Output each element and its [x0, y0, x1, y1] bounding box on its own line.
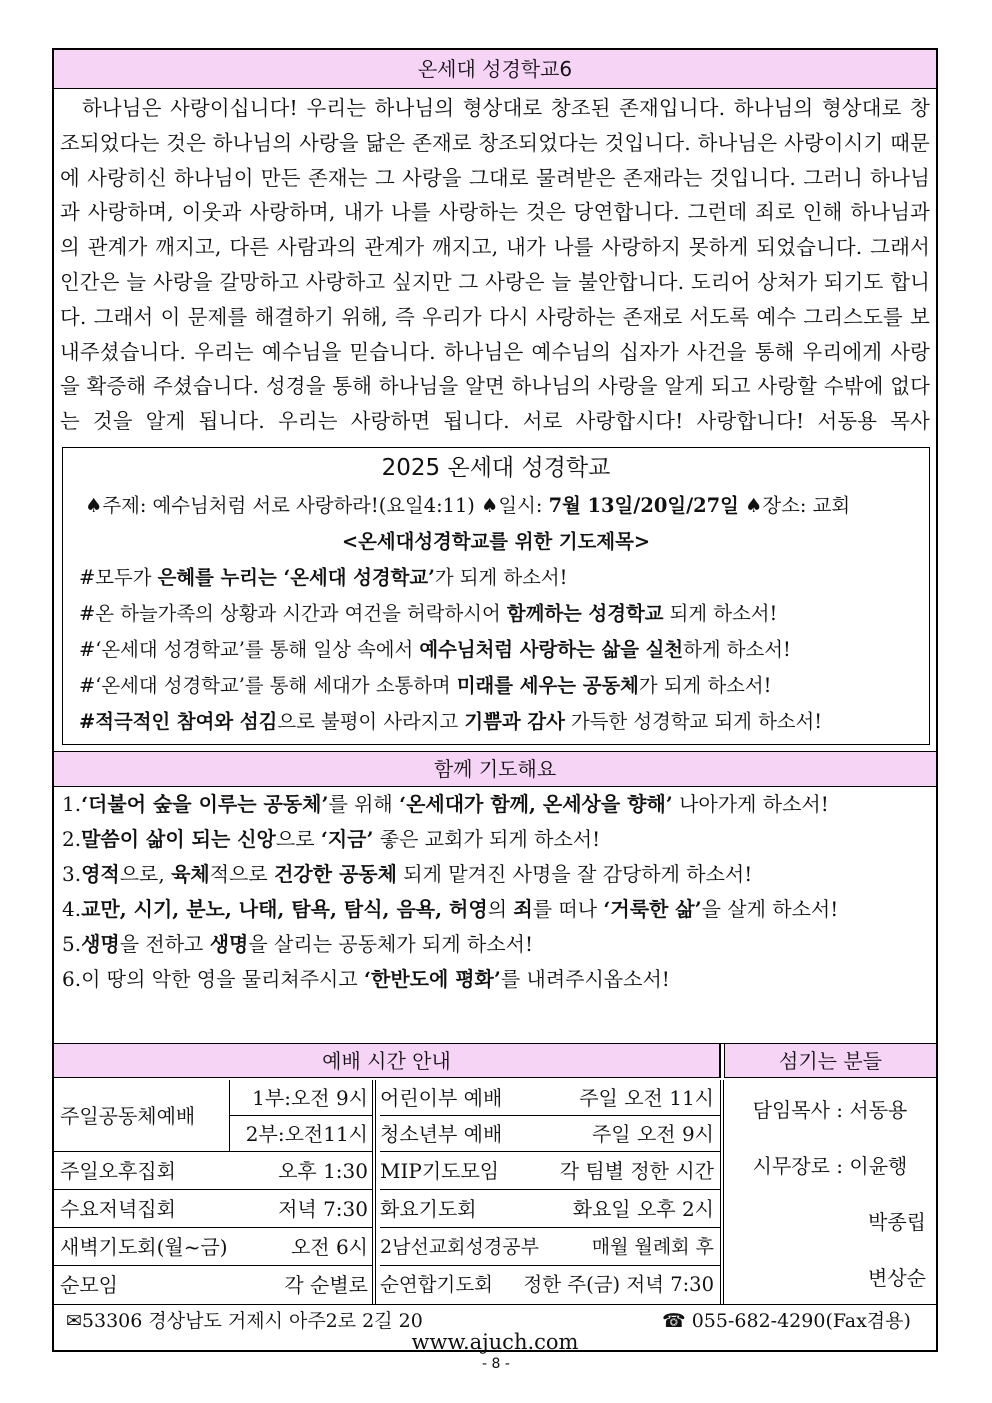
service-name: 청소년부 예배: [380, 1116, 560, 1152]
service-time: 저녁 7:30: [254, 1190, 372, 1228]
service-name: 순모임: [60, 1273, 118, 1297]
essay-text: 하나님은 사랑이십니다! 우리는 하나님의 형상대로 창조된 존재입니다. 하나님의 형상대로 창조되었다는 것은 하나님의 사랑을 닮은 존재로 창조되었다는 것입니다. 하나님은 사랑이시기 때문에 사랑히신 하나님이 만든 존재는 그 사랑을 그대로 물려받은 존재라는 것입니다. 그러니 하나님과 사랑하며, 이웃과 사랑하며, 내가 나를 사랑하는 것은 당연합니다. 그런데 죄로 인해 하나님과의 관계가 깨지고, 다른 사람과의 관계가 깨지고, 내가 나를 사랑하지 못하게 되었습니다. 그래서 인간은 늘 사랑을 갈망하고 사랑하고 싶지만 그 사랑은 늘 불안합니다. 도리어 상처가 되기도 합니다. 그래서 이 문제를 해결하기 위해, 즉 우리가 다시 사랑하는 존재로 서도록 예수 그리스도를 보내주셨습니다. 우리는 예수님을 믿습니다. 하나님은 예수님의 십자가 사건을 통해 우리에게 사랑을 확증해 주셨습니다. 성경을 통해 하나님을 알면 하나님의 사랑을 알게 되고 사랑할 수밖에 없다는 것을 알게 됩니다. 우리는 사랑하면 됩니다. 서로 사랑합시다! 사랑합니다! 서동용 목사: [60, 96, 930, 434]
pray-item: 1.‘더불어 숲을 이루는 공동체’를 위해 ‘온세대가 함께, 온세상을 향해’ 나아가게 하소서!: [62, 791, 829, 816]
service-time: 2부:오전11시: [229, 1116, 372, 1152]
service-name: 수요저녁집회: [54, 1190, 254, 1228]
service-name: 어린이부 예배: [380, 1080, 560, 1116]
vbs-date: 7월 13일/20일/27일: [548, 493, 739, 517]
staff-elder: 박종립: [868, 1210, 926, 1234]
vbs-prayer-item: #‘온세대 성경학교’를 통해 일상 속에서 예수님처럼 사랑하는 삶을 실천하게 하소서!: [79, 637, 791, 661]
service-name: 순연합기도회: [380, 1273, 494, 1296]
service-time: 오전 6시: [274, 1228, 372, 1266]
pray-item: 2.말씀이 삶이 되는 신앙으로 ‘지금’ 좋은 교회가 되게 하소서!: [62, 826, 601, 851]
service-name: 주일오후집회: [54, 1152, 254, 1190]
service-time: 1부:오전 9시: [229, 1080, 372, 1116]
service-time: 정한 주(금) 저녁 7:30: [523, 1273, 714, 1296]
vbs-prayer-item: #온 하늘가족의 상황과 시간과 여건을 허락하시어 함께하는 성경학교 되게 하소서!: [79, 601, 778, 625]
service-time: 매월 월례회 후: [554, 1228, 720, 1266]
bulletin-page: [52, 48, 938, 1352]
website-link[interactable]: www.ajuch.com: [411, 1330, 579, 1354]
vbs-box: [62, 447, 930, 745]
service-name: 화요기도회: [380, 1190, 550, 1228]
pray-item: 6.이 땅의 악한 영을 물리쳐주시고 ‘한반도에 평화’를 내려주시옵소서!: [62, 966, 670, 991]
vbs-prayer-item: #‘온세대 성경학교’를 통해 세대가 소통하며 미래를 세우는 공동체가 되게 하소서!: [79, 673, 772, 697]
staff-elder: 변상순: [868, 1266, 926, 1290]
vbs-place: 교회: [812, 493, 851, 517]
service-time: 주일 오전 9시: [534, 1116, 720, 1152]
phone: ☎ 055-682-4290(Fax겸용): [662, 1310, 911, 1332]
section-title: 온세대 성경학교6: [54, 50, 936, 89]
pray-item: 4.교만, 시기, 분노, 나태, 탐욕, 탐식, 음욕, 허영의 죄를 떠나 ‘거룩한 삶’을 살게 하소서!: [62, 896, 839, 921]
service-name: 새벽기도회(월~금): [54, 1228, 274, 1266]
vbs-prayer-item: #모두가 은혜를 누리는 ‘온세대 성경학교’가 되게 하소서!: [79, 565, 568, 589]
service-time: 각 순별로: [284, 1273, 368, 1297]
service-name: MIP기도모임: [380, 1152, 550, 1190]
service-time: 화요일 오후 2시: [524, 1190, 720, 1228]
mail-icon: ✉: [66, 1310, 82, 1332]
staff-elder: 시무장로 : 이윤행: [752, 1154, 908, 1178]
pray-item: 3.영적으로, 육체적으로 건강한 공동체 되게 맡겨진 사명을 잘 감당하게 하소서!: [62, 861, 753, 886]
service-name: 주일공동체예배: [54, 1080, 229, 1152]
pray-item: 5.생명을 전하고 생명을 살리는 공동체가 되게 하소서!: [62, 931, 534, 956]
phone-icon: ☎: [662, 1310, 686, 1332]
pray-title: 함께 기도해요: [54, 751, 936, 787]
schedule-table: [54, 1043, 936, 1354]
page-number: - 8 -: [482, 1356, 510, 1372]
address: ✉53306 경상남도 거제시 아주2로 2길 20: [66, 1310, 423, 1332]
vbs-title: 2025 온세대 성경학교: [381, 454, 611, 481]
vbs-theme: 예수님처럼 서로 사랑하라!(요일4:11): [152, 493, 475, 517]
staff-pastor: 담임목사 : 서동용: [752, 1098, 908, 1122]
service-time: 주일 오전 11시: [534, 1080, 720, 1116]
pray-list: [54, 787, 936, 997]
vbs-prayer-title: <온세대성경학교를 위한 기도제목>: [341, 529, 651, 553]
service-time: 각 팀별 정한 시간: [524, 1152, 720, 1190]
column-divider: [372, 1080, 376, 1304]
service-time: 오후 1:30: [254, 1152, 372, 1190]
sermon-essay: [54, 89, 936, 439]
vbs-info: ♠주제: 예수님처럼 서로 사랑하라!(요일4:11) ♠일시: 7월 13일/20일/27일 ♠장소: 교회: [85, 493, 851, 517]
schedule-title: 예배 시간 안내: [54, 1044, 721, 1078]
staff-title: 섬기는 분들: [724, 1044, 936, 1078]
service-name: 2남선교회성경공부: [380, 1228, 580, 1266]
vbs-prayer-item: #적극적인 참여와 섬김으로 불평이 사라지고 기쁨과 감사 가득한 성경학교 되게 하소서!: [79, 709, 823, 733]
